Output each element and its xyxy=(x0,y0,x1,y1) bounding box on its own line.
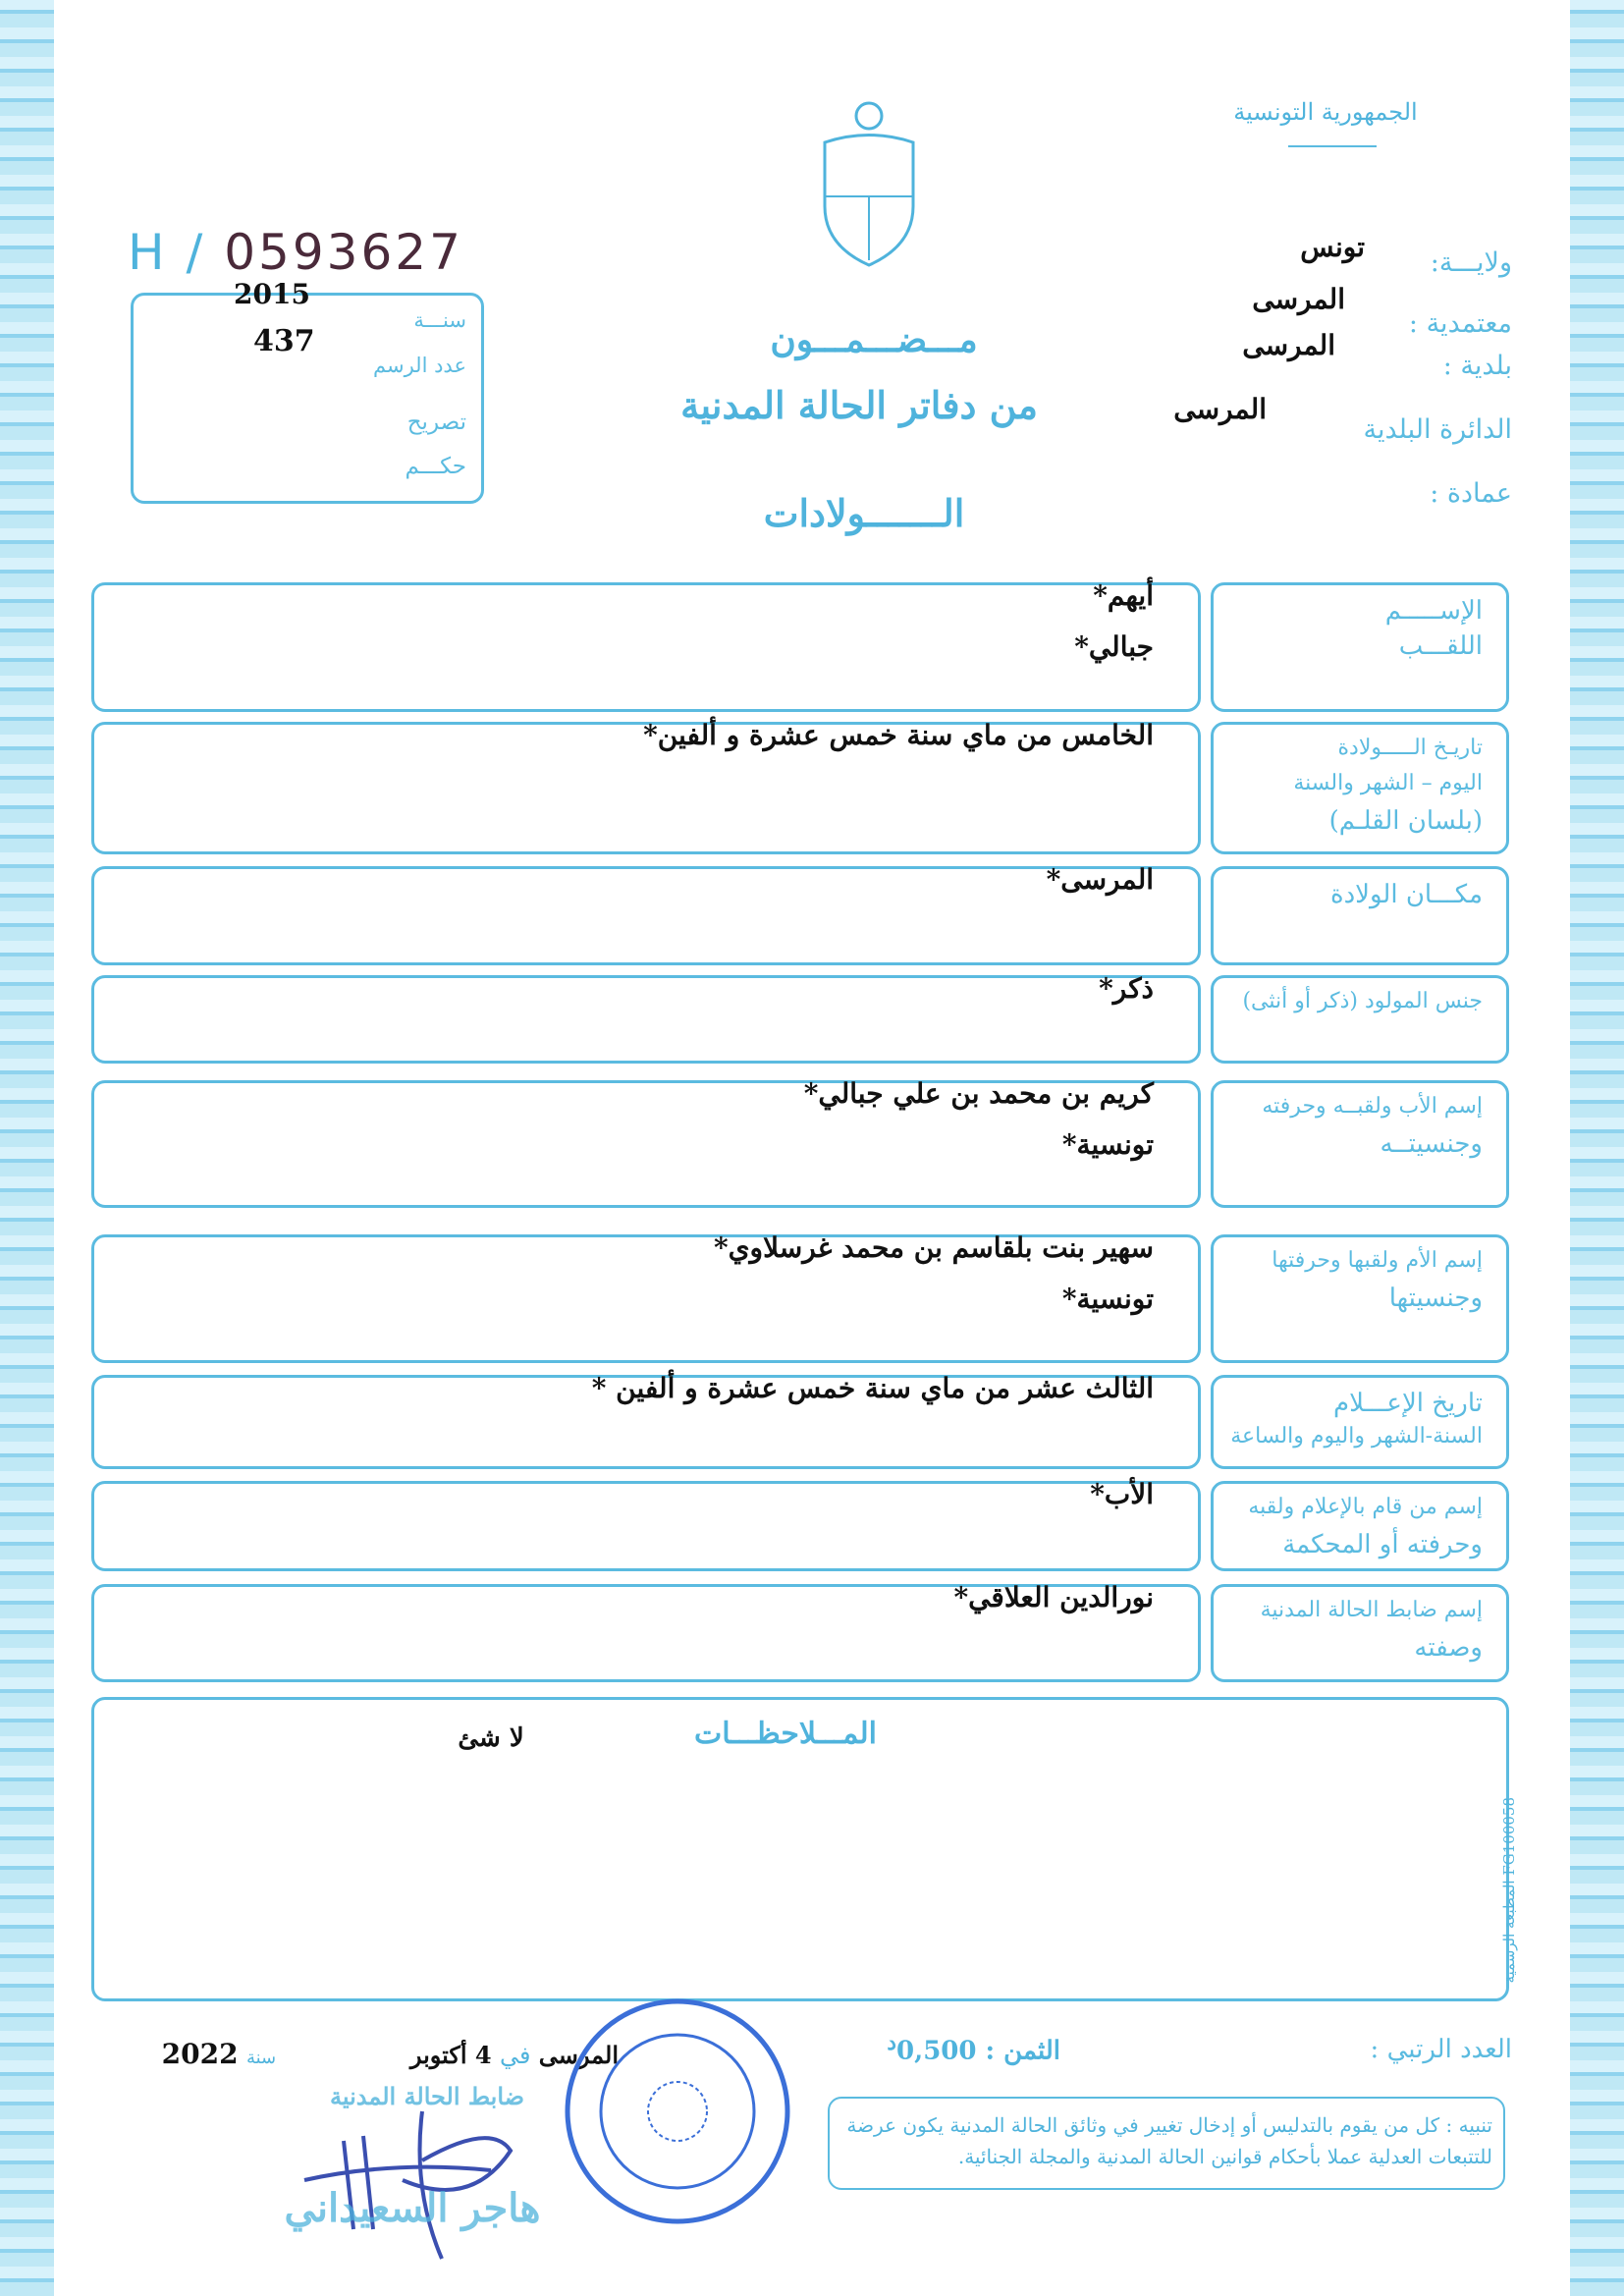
municipality-label: بلدية : xyxy=(1442,351,1512,381)
delegation-label: معتمدية : xyxy=(1408,308,1512,339)
issue-place: المرسى xyxy=(538,2041,619,2069)
issue-month: أكتوبر xyxy=(409,2041,467,2069)
row-label: وصفته xyxy=(1414,1633,1483,1663)
row-label: إسم الأم ولقبها وحرفتها xyxy=(1272,1248,1483,1273)
serial-digits: 0593627 xyxy=(224,224,463,281)
remarks-label: المـــلاحظـــات xyxy=(694,1717,877,1751)
row-value: تونسية* xyxy=(1061,1283,1154,1315)
divider xyxy=(1288,145,1377,147)
declaration-label: تصريح xyxy=(406,410,466,435)
officer-name-stamp: هاجر السعيداني xyxy=(284,2185,541,2231)
row-value: كريم بن محمد بن علي جبالي* xyxy=(803,1077,1154,1110)
price-unit: د xyxy=(887,2031,897,2055)
row-label: تاريـخ الـــــولادة xyxy=(1337,736,1483,760)
price-label: الثمن : xyxy=(985,2036,1060,2066)
issue-year: 2022 xyxy=(161,2038,239,2070)
serial-number xyxy=(128,224,463,281)
row-value: أيهم* xyxy=(1093,579,1154,612)
row-label: اللقـــب xyxy=(1398,631,1483,661)
title-line1: مـــضـــمـــون xyxy=(770,319,978,360)
record-year: 2015 xyxy=(234,278,310,310)
remarks-value: لا شئ xyxy=(458,1723,524,1753)
guilloche-border-right xyxy=(1570,0,1624,2296)
district-label: الدائرة البلدية xyxy=(1363,414,1512,445)
row-label: اليوم – الشهر والسنة xyxy=(1293,771,1483,795)
year-label: سنـــة xyxy=(413,308,466,332)
row-label: وجنسيتها xyxy=(1388,1284,1483,1313)
serial-order-label: العدد الرتبي : xyxy=(1370,2035,1512,2064)
country-name: الجمهورية التونسية xyxy=(1233,98,1418,126)
row-value: تونسية* xyxy=(1061,1128,1154,1161)
warning-text: تنبيه : كل من يقوم بالتدليس أو إدخال تغيير في وثائق الحالة المدنية يكون عرضة للتتبعات العدلية عملا بأحكام قوانين الحالة المدنية والمجلة الجنائية. xyxy=(846,2113,1492,2168)
row-label: السنة-الشهر واليوم والساعة xyxy=(1230,1424,1483,1449)
in-label: في xyxy=(499,2042,531,2069)
row-value: جبالي* xyxy=(1074,630,1154,663)
year-label: سنة xyxy=(245,2048,277,2068)
coat-of-arms-emblem xyxy=(815,98,923,270)
number-label: عدد الرسم xyxy=(373,354,466,377)
row-value: الأب* xyxy=(1090,1478,1154,1510)
row-label: إسم الأب ولقبــه وحرفته xyxy=(1262,1094,1483,1119)
row-label: الإســـــم xyxy=(1384,596,1483,626)
row-label: وجنسيتــه xyxy=(1380,1129,1483,1159)
row-value: الخامس من ماي سنة خمس عشرة و ألفين* xyxy=(643,719,1154,751)
district-value: المرسى xyxy=(1173,393,1267,425)
row-label: مكـــان الولادة xyxy=(1329,880,1483,909)
record-number: 437 xyxy=(253,324,315,358)
municipality-value: المرسى xyxy=(1242,329,1335,361)
wilaya-label: ولايـــة: xyxy=(1430,247,1512,278)
section-title: الـــــــولادات xyxy=(763,491,965,535)
row-value: الثالث عشر من ماي سنة خمس عشرة و ألفين * xyxy=(591,1372,1154,1404)
title-line2: من دفاتر الحالة المدنية xyxy=(680,383,1038,427)
wilaya-value: تونس xyxy=(1300,231,1365,263)
row-label: إسم من قام بالإعلام ولقبه xyxy=(1248,1495,1483,1519)
row-value: المرسى* xyxy=(1046,863,1154,896)
delegation-value: المرسى xyxy=(1252,283,1345,315)
judgment-label: حكـــم xyxy=(405,454,466,479)
row-label: جنس المولود (ذكر أو أنثى) xyxy=(1242,989,1483,1013)
price-value: 0,500 xyxy=(896,2036,977,2066)
issue-day: 4 xyxy=(474,2041,492,2069)
official-round-stamp xyxy=(560,1994,795,2229)
row-value: نورالدين العلاقي* xyxy=(953,1581,1154,1613)
row-label: (بلسان القلـم) xyxy=(1328,806,1483,836)
row-label: وحرفته أو المحكمة xyxy=(1282,1530,1483,1559)
serial-prefix: H / xyxy=(128,224,206,281)
price xyxy=(864,2031,1060,2066)
row-value: ذكر* xyxy=(1099,972,1154,1005)
issue-date xyxy=(128,2038,619,2070)
officer-title: ضابط الحالة المدنية xyxy=(329,2082,525,2110)
row-label: تاريخ الإعـــلام xyxy=(1332,1389,1483,1418)
printer-mark: المطبعة الرسمية FG100058 xyxy=(1500,1797,1518,1984)
guilloche-border-left xyxy=(0,0,54,2296)
row-value: سهير بنت بلقاسم بن محمد غرسلاوي* xyxy=(714,1231,1154,1264)
omda-label: عمادة : xyxy=(1430,478,1512,509)
row-label: إسم ضابط الحالة المدنية xyxy=(1260,1598,1483,1622)
